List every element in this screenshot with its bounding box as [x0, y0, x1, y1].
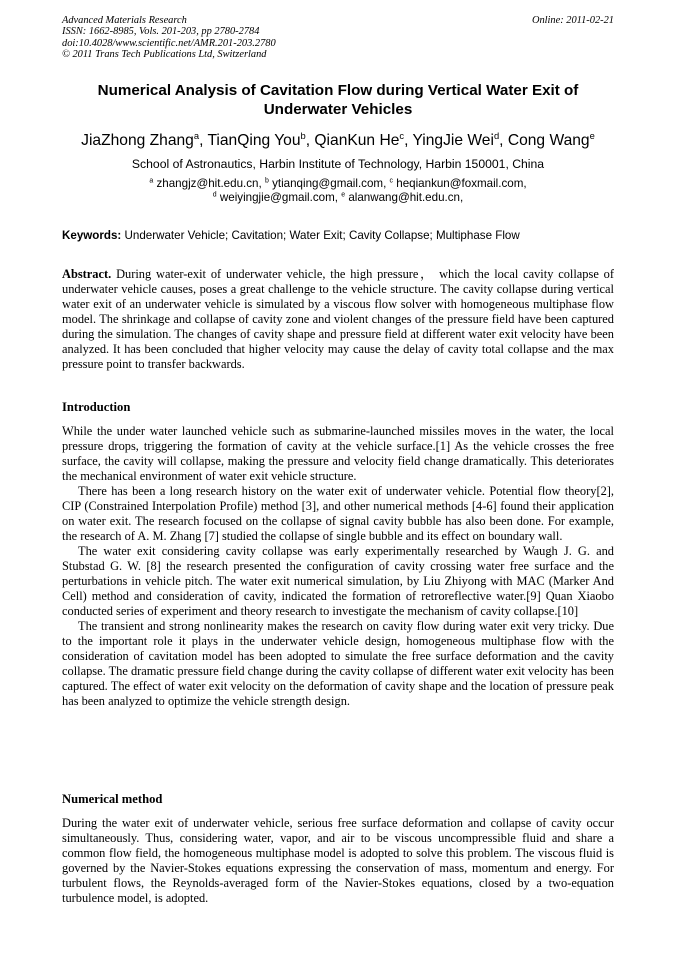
introduction-section	[62, 424, 614, 709]
author-mark: b	[300, 130, 306, 141]
keywords-label: Keywords:	[62, 229, 122, 242]
author-name: YingJie Wei	[412, 132, 494, 149]
paragraph: While the under water launched vehicle such as submarine-launched missiles moves in the water, the local pressure drops, triggering the formation of cavity at the vehicle surface.[1] As the vehicle crosses the free surface, the cavity will collapse, making the pressure and velocity field change dramatically. This deteriorates the mechanical environment of water exit vehicle structure.	[62, 424, 614, 483]
paper-title: Numerical Analysis of Cavitation Flow during Vertical Water Exit of Underwater Vehicles	[97, 82, 579, 118]
email-list	[62, 177, 614, 205]
email-mark: d	[212, 191, 217, 199]
author-separator: ,	[199, 132, 208, 149]
author-mark: e	[589, 130, 595, 141]
email-address: zhangjz@hit.edu.cn,	[156, 177, 262, 190]
author-name: TianQing You	[207, 132, 301, 149]
email-address: ytianqing@gmail.com,	[272, 177, 387, 190]
author-list	[62, 131, 614, 151]
keywords-text: Underwater Vehicle; Cavitation; Water Exit; Cavity Collapse; Multiphase Flow	[124, 229, 520, 242]
introduction-heading: Introduction	[62, 400, 131, 414]
email-address: heqiankun@foxmail.com,	[396, 177, 527, 190]
email-mark: a	[149, 177, 154, 185]
email-mark: c	[389, 177, 394, 185]
abstract	[62, 267, 614, 372]
keywords	[62, 229, 614, 243]
paragraph: The transient and strong nonlinearity makes the research on cavity flow during water exit very tricky. Due to the important role it plays in the underwater vehicle design, homogeneous multiphase flow with the consideration of cavitation model has been adopted to simulate the free surface deformation and the cavity collapse. The dramatic pressure field change during the cavity collapse of different water exit velocity has been captured. The effect of water exit velocity on the deformation of cavity shape and the location of pressure peak has been analyzed to optimize the vehicle strength design.	[62, 619, 614, 708]
abstract-label: Abstract.	[62, 267, 112, 281]
doi-line: doi:10.4028/www.scientific.net/AMR.201-203.2780	[62, 37, 276, 49]
author-mark: d	[493, 130, 500, 141]
author-name: JiaZhong Zhang	[81, 132, 194, 149]
paragraph: During the water exit of underwater vehicle, serious free surface deformation and collapse of cavity occur simultaneously. Thus, considering water, vapor, and air to be viscous uncompressible fluid and share a common flow field, the homogeneous multiphase model is adopted to solve this problem. The viscous fluid is governed by the Navier-Stokes equations expressing the conservation of mass, momentum and energy. For turbulent flows, the Reynolds-averaged form of the Navier-Stokes equations, closed by a two-equation turbulence model, is adopted.	[62, 816, 614, 905]
email-mark: e	[341, 191, 346, 199]
author-name: QianKun He	[314, 132, 400, 149]
numerical-method-section	[62, 816, 614, 906]
author-name: Cong Wang	[507, 132, 590, 149]
author-mark: a	[193, 130, 200, 141]
email-address: alanwang@hit.edu.cn,	[348, 191, 464, 205]
issn-line: ISSN: 1662-8985, Vols. 201-203, pp 2780-2784	[62, 26, 260, 38]
author-separator: ,	[305, 132, 315, 149]
email-address: weiyingjie@gmail.com,	[219, 191, 338, 205]
online-date: Online: 2011-02-21	[531, 15, 614, 26]
author-separator: ,	[499, 132, 508, 149]
author-separator: ,	[404, 132, 413, 149]
author-mark: c	[399, 130, 405, 141]
abstract-text: During water-exit of underwater vehicle, the high pressure， which the local cavity collapse of underwater vehicle causes, poses a great challenge to the vehicle structure. The cavity collapse during vertical water exit of an underwater vehicle is simulated by a viscous flow solver with homogeneous multiphase flow model. The shrinkage and collapse of cavity zone and violent changes of the pressure field have been captured during the simulation. The changes of cavity shape and pressure field at different water exit velocity have been analyzed. It has been concluded that higher velocity may cause the delay of cavity total collapse and the max pressure point to transfer backwards.	[62, 267, 614, 371]
journal-name: Advanced Materials Research	[62, 15, 187, 26]
numerical-method-heading: Numerical method	[62, 792, 163, 806]
paragraph: The water exit considering cavity collapse was early experimentally researched by Waugh J. G. and Stubstad G. W. [8] the research presented the configuration of cavity crossing water free surface and the perturbations in vehicle pitch. The water exit numerical simulation, by Liu Zhiyong with MAC (Marker And Cell) method and consideration of cavity, indicated the formation of retroreflective water.[9] Quan Xiaobo conducted series of experiment and theory research to investigate the mechanism of cavity collapse.[10]	[62, 544, 614, 618]
copyright-line: © 2011 Trans Tech Publications Ltd, Switzerland	[62, 49, 267, 61]
journal-header	[62, 15, 614, 61]
paragraph: There has been a long research history on the water exit of underwater vehicle. Potential flow theory[2], CIP (Constrained Interpolation Profile) method [3], and other numerical methods [4-6] found their application on water exit. The research focused on the collapse of signal cavity bubble has also been done. For example, the research of A. M. Zhang [7] studied the collapse of single bubble and its effect on boundary wall.	[62, 484, 614, 543]
email-mark: b	[264, 177, 269, 185]
affiliation: School of Astronautics, Harbin Institute of Technology, Harbin 150001, China	[131, 157, 545, 171]
